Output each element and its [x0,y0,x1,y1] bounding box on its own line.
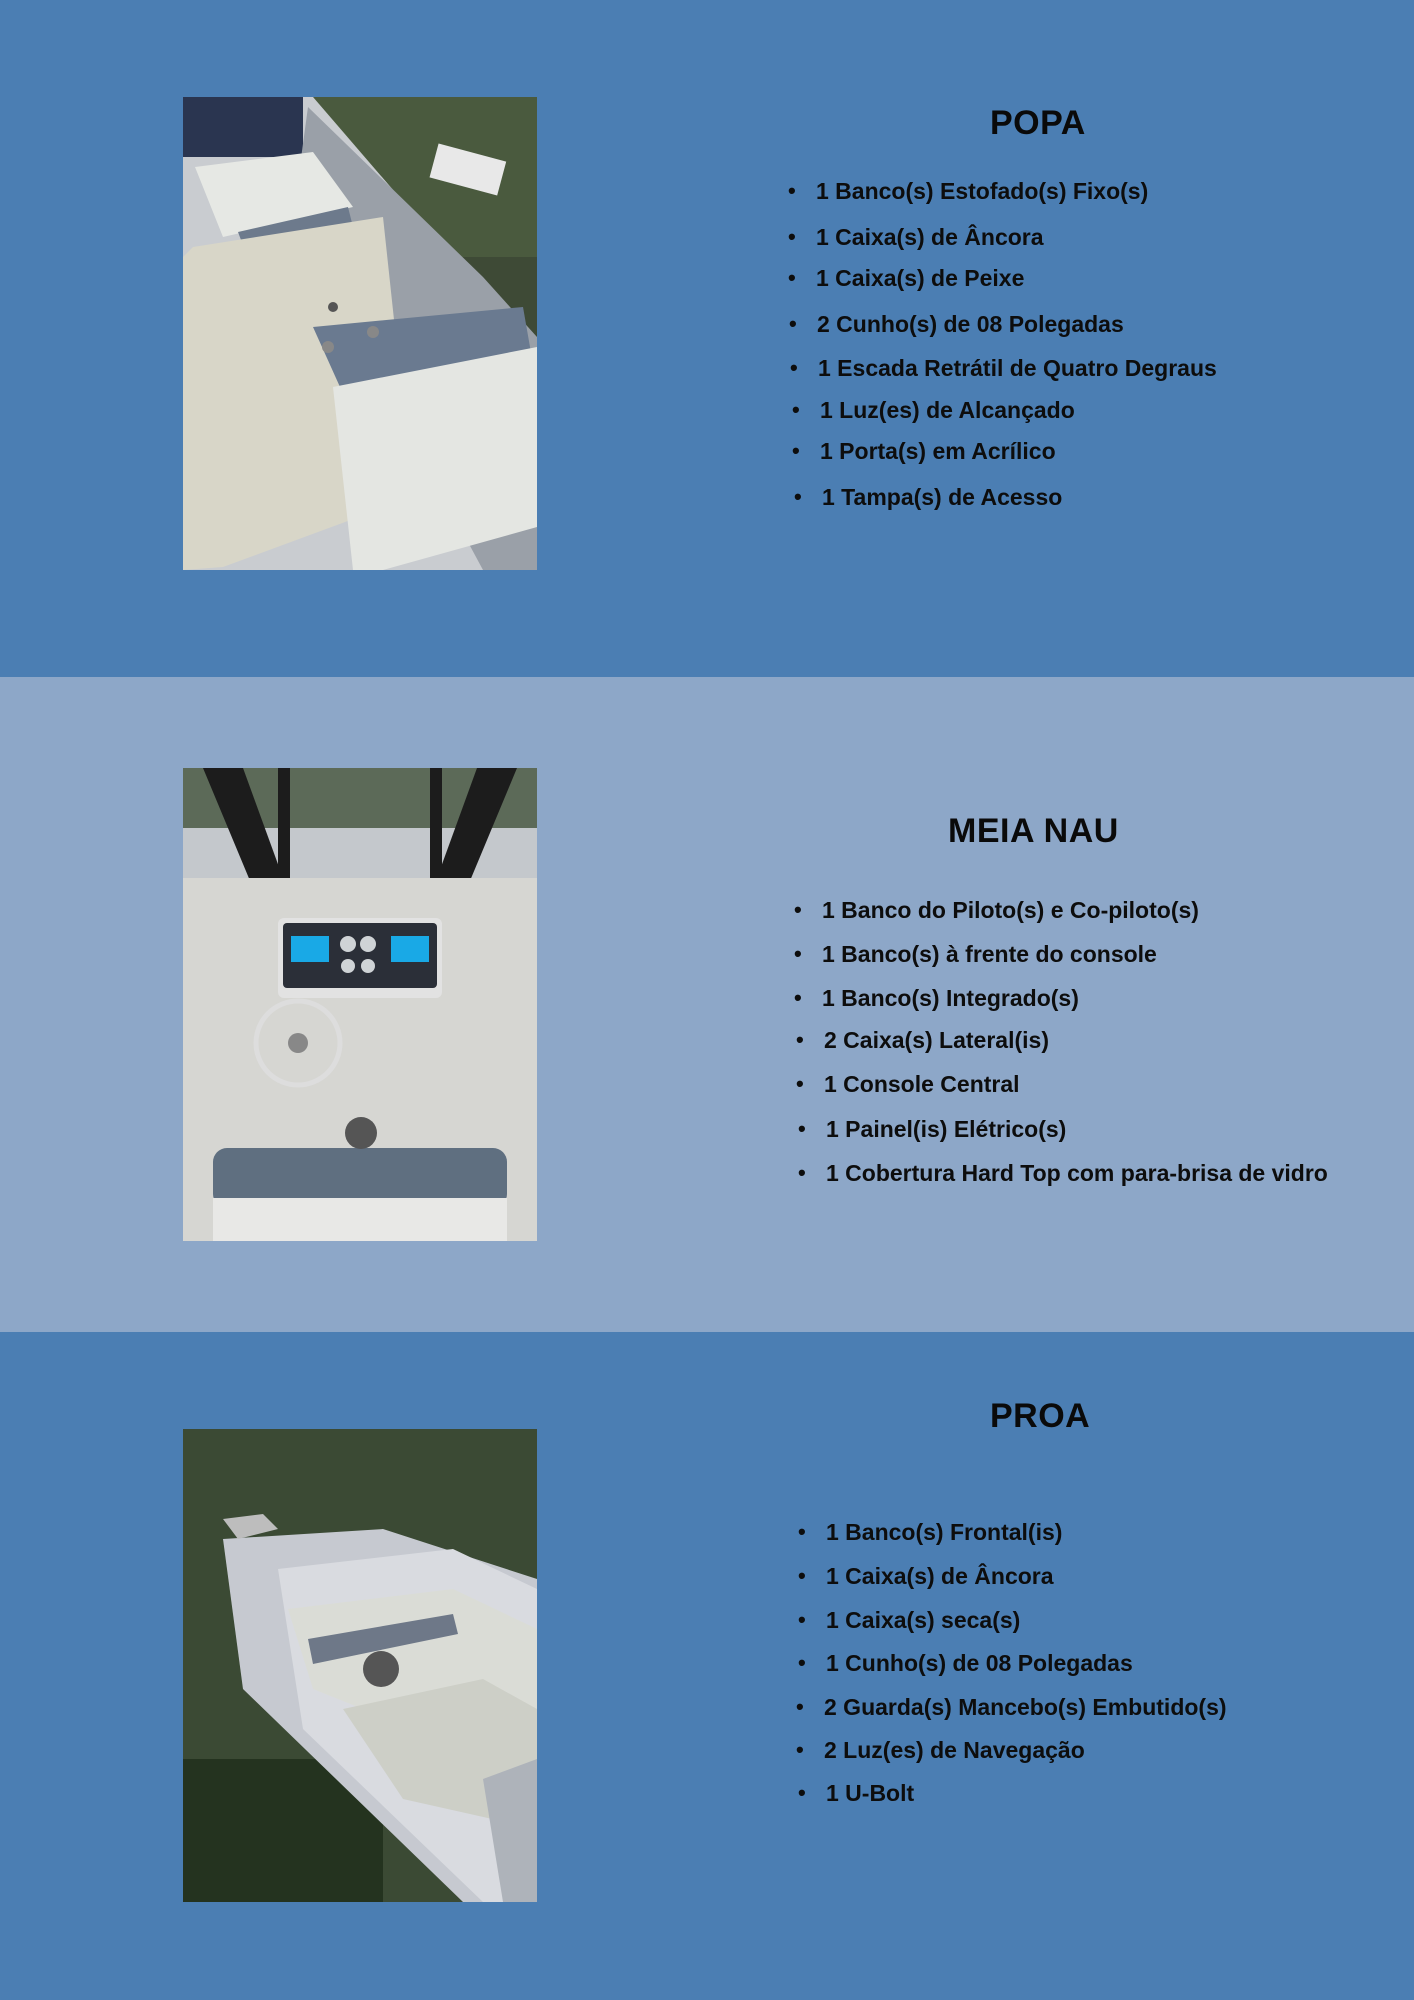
list-item: • 1 Banco(s) Frontal(is) [826,1519,1062,1546]
boat-helm-photo [183,768,537,1241]
list-item: • 1 Painel(is) Elétrico(s) [826,1116,1066,1143]
list-item: • 1 Caixa(s) seca(s) [826,1607,1020,1634]
boat-stern-photo [183,97,537,570]
list-item: • 2 Guarda(s) Mancebo(s) Embutido(s) [824,1694,1227,1721]
list-item: • 1 Banco(s) à frente do console [822,941,1157,968]
list-item: • 1 Banco(s) Estofado(s) Fixo(s) [816,178,1148,205]
list-item: • 1 Caixa(s) de Âncora [816,224,1044,251]
list-item: • 1 Console Central [824,1071,1020,1098]
list-item: • 1 Cunho(s) de 08 Polegadas [826,1650,1133,1677]
list-item: • 1 Caixa(s) de Âncora [826,1563,1054,1590]
list-item: • 1 Cobertura Hard Top com para-brisa de vidro [826,1160,1328,1187]
list-item: • 2 Cunho(s) de 08 Polegadas [817,311,1124,338]
list-item: • 1 U-Bolt [826,1780,914,1807]
list-item: • 1 Caixa(s) de Peixe [816,265,1024,292]
section-popa [0,0,1414,677]
boat-bow-photo [183,1429,537,1902]
list-item: • 1 Escada Retrátil de Quatro Degraus [818,355,1217,382]
section-meia-nau [0,677,1414,1332]
section-title: MEIA NAU [948,812,1119,850]
section-title: POPA [990,104,1086,142]
list-item: • 1 Banco(s) Integrado(s) [822,985,1079,1012]
list-item: • 2 Luz(es) de Navegação [824,1737,1085,1764]
section-title: PROA [990,1397,1091,1435]
section-proa [0,1332,1414,2000]
list-item: • 1 Luz(es) de Alcançado [820,397,1075,424]
list-item: • 2 Caixa(s) Lateral(is) [824,1027,1049,1054]
list-item: • 1 Tampa(s) de Acesso [822,484,1062,511]
list-item: • 1 Porta(s) em Acrílico [820,438,1056,465]
list-item: • 1 Banco do Piloto(s) e Co-piloto(s) [822,897,1199,924]
